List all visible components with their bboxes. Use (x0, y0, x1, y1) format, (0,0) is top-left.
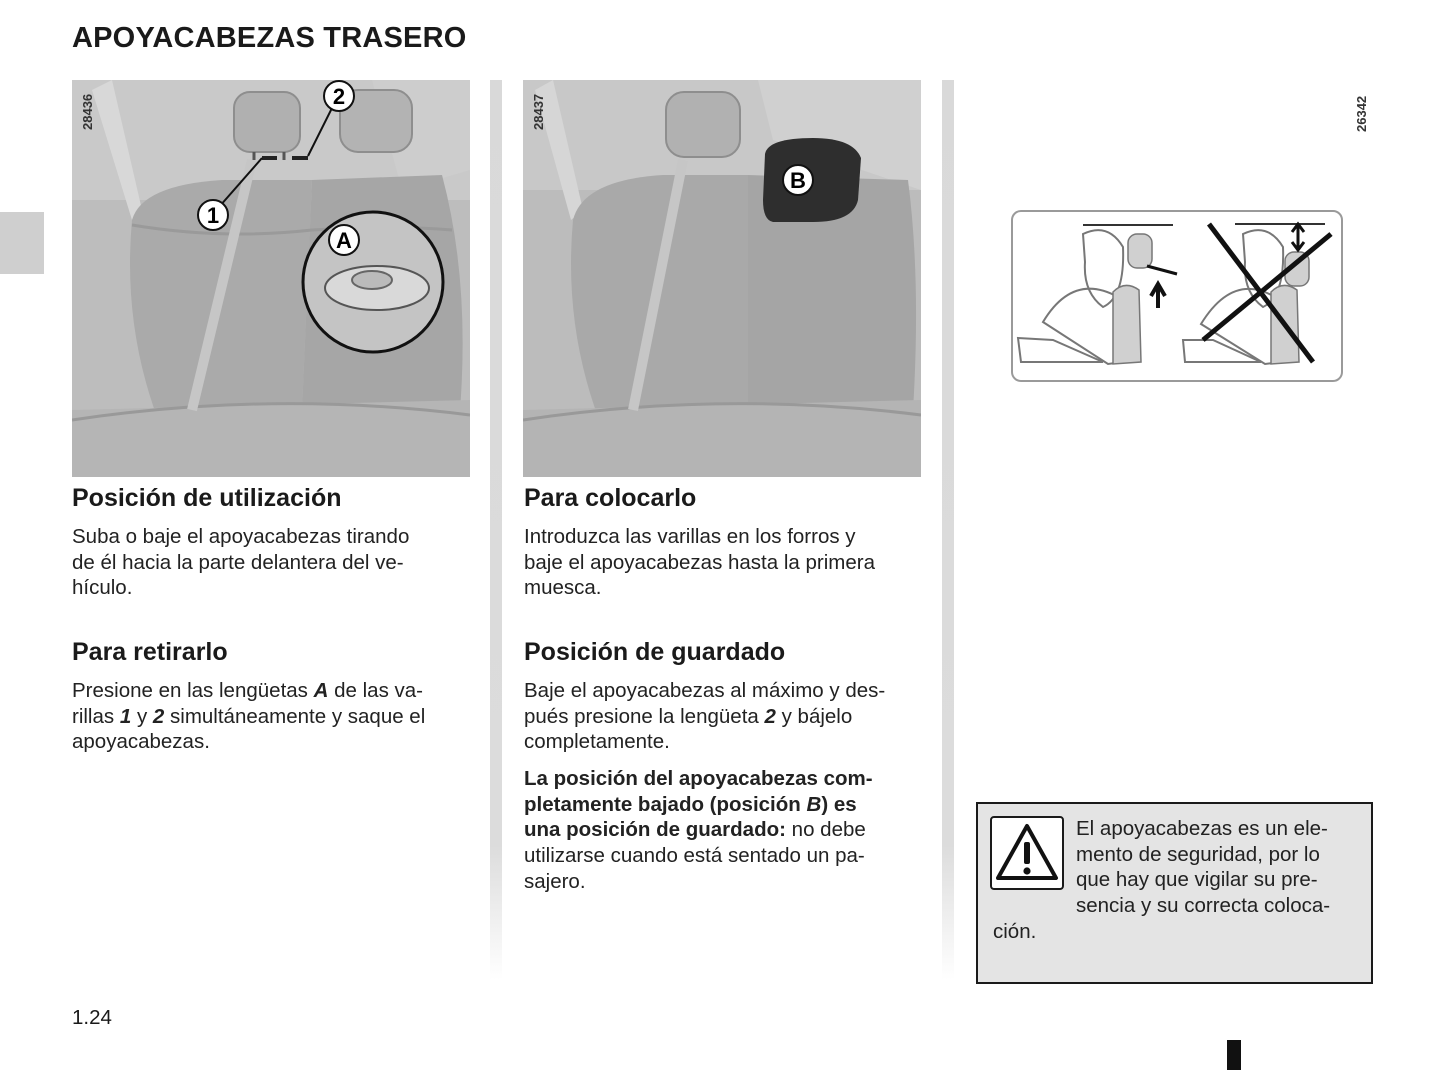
column-divider (942, 80, 954, 980)
callout-a (329, 225, 359, 255)
section-heading: Posición de utilización (72, 484, 342, 512)
page-edge-marker (1227, 1040, 1241, 1070)
headrest-height-diagram (1011, 210, 1343, 382)
seat-photo-storage-position (523, 80, 921, 477)
page-title: APOYACABEZAS TRASERO (72, 22, 467, 54)
warning-text: El apoyacabezas es un ele- mento de seguridad, por lo que hay que vigilar su pre- sencia y su correcta coloca- (1076, 817, 1331, 918)
svg-text:B: B (790, 168, 806, 193)
chapter-tab (0, 212, 44, 274)
seat-photo-headrest-adjust (72, 80, 470, 477)
callout-2 (324, 81, 354, 111)
section-heading: Para retirarlo (72, 638, 228, 666)
warning-text-end: ción. (993, 920, 1037, 943)
column-divider (490, 80, 502, 980)
paragraph: Introduzca las varillas en los forros y baje el apoyacabezas hasta la primera muesca. (524, 525, 875, 600)
warning-triangle-icon (990, 816, 1064, 890)
storage-note: La posición del apoyacabezas com- pletamente bajado (posición B) es una posición de guardado: no debe utilizarse cuando está sentado un pa- sajero. (524, 767, 873, 893)
figure-code: 26342 (1354, 95, 1369, 132)
callout-1 (198, 200, 228, 230)
section-heading: Para colocarlo (524, 484, 697, 512)
section-heading: Posición de guardado (524, 638, 786, 666)
paragraph: Presione en las lengüetas A de las va- rillas 1 y 2 simultáneamente y saque el apoyacabezas. (72, 679, 426, 754)
svg-text:1: 1 (206, 203, 220, 228)
figure-code: 28436 (80, 93, 95, 130)
paragraph: Suba o baje el apoyacabezas tirando de él hacia la parte delantera del ve- hículo. (72, 525, 410, 600)
svg-text:A: A (336, 228, 352, 253)
warning-box (976, 802, 1373, 984)
figure-code: 28437 (531, 93, 546, 130)
svg-text:2: 2 (332, 84, 346, 109)
paragraph: Baje el apoyacabezas al máximo y des- pués presione la lengüeta 2 y bájelo completamente. (524, 679, 886, 754)
page-number: 1.24 (72, 1006, 112, 1029)
callout-b (783, 165, 813, 195)
